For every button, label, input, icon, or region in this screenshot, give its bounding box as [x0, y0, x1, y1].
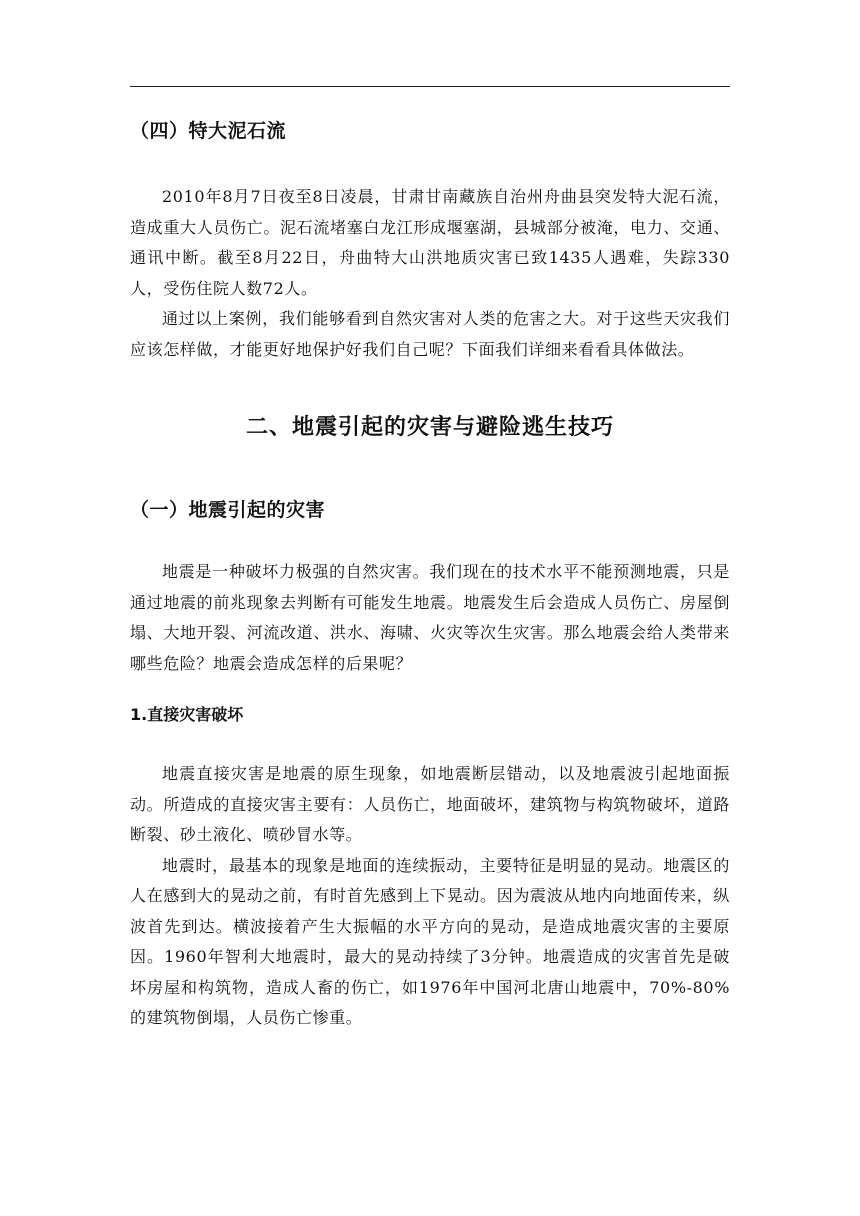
header-rule [130, 86, 730, 87]
paragraph-zhouqu: 2010年8月7日夜至8日凌晨，甘肃甘南藏族自治州舟曲县突发特大泥石流，造成重大人员伤亡。泥石流堵塞白龙江形成堰塞湖，县城部分被淹，电力、交通、通讯中断。截至8月22日，舟曲特大山洪地质灾害已致1435人遇难，失踪330人，受伤住院人数72人。 [130, 187, 730, 298]
section-heading-earthquake-disaster: （一）地震引起的灾害 [130, 499, 326, 521]
paragraph-summary: 通过以上案例，我们能够看到自然灾害对人类的危害之大。对于这些天灾我们应该怎样做，才能更好地保护好我们自己呢？下面我们详细来看看具体做法。 [130, 309, 730, 359]
subsection-heading-direct-damage: 1.直接灾害破坏 [130, 705, 244, 724]
paragraph-ground-shaking: 地震时，最基本的现象是地面的连续振动，主要特征是明显的晃动。地震区的人在感到大的晃动之前，有时首先感到上下晃动。因为震波从地内向地面传来，纵波首先到达。横波接着产生大振幅的水平方向的晃动，是造成地震灾害的主要原因。1960年智利大地震时，最大的晃动持续了3分钟。地震造成的灾害首先是破坏房屋和构筑物，造成人畜的伤亡，如1976年中国河北唐山地震中，70%-80%的建筑物倒塌，人员伤亡惨重。 [130, 855, 730, 1027]
paragraph-direct-damage: 地震直接灾害是地震的原生现象，如地震断层错动，以及地震波引起地面振动。所造成的直接灾害主要有：人员伤亡，地面破坏，建筑物与构筑物破坏，道路断裂、砂土液化、喷砂冒水等。 [130, 764, 730, 844]
page-content [130, 112, 730, 1034]
paragraph-earthquake-intro: 地震是一种破坏力极强的自然灾害。我们现在的技术水平不能预测地震，只是通过地震的前兆现象去判断有可能发生地震。地震发生后会造成人员伤亡、房屋倒塌、大地开裂、河流改道、洪水、海啸、火灾等次生灾害。那么地震会给人类带来哪些危险？地震会造成怎样的后果呢？ [130, 562, 730, 673]
section-heading-debris-flow: （四）特大泥石流 [130, 120, 287, 142]
chapter-heading-earthquake: 二、地震引起的灾害与避险逃生技巧 [245, 415, 614, 440]
